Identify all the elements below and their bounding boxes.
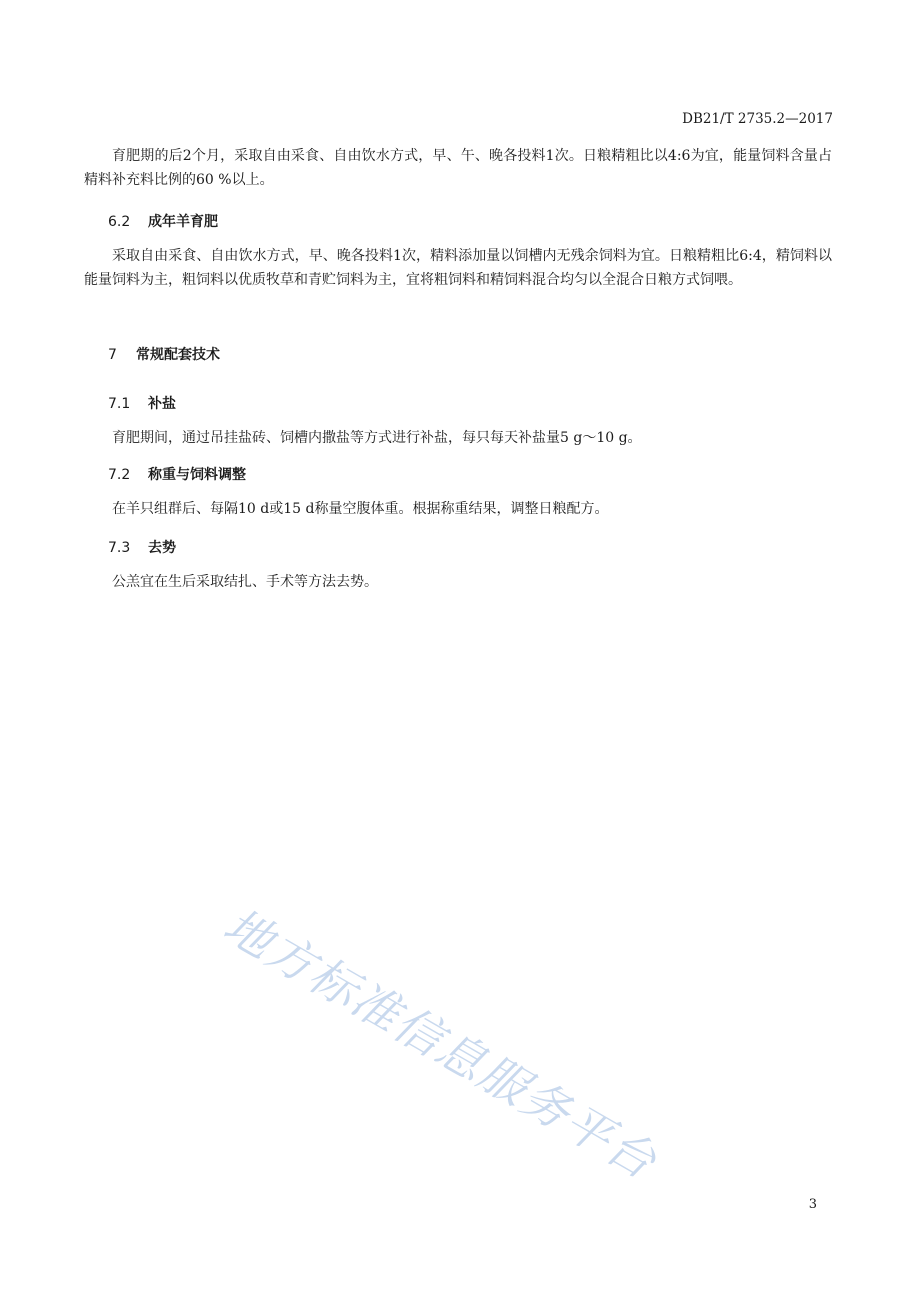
section-title: 补盐 <box>148 396 176 412</box>
paragraph-salt-supplement: 育肥期间，通过吊挂盐砖、饲槽内撒盐等方式进行补盐，每只每天补盐量5 g～10 g。 <box>112 430 642 446</box>
section-number: 6.2 <box>108 214 131 230</box>
section-heading-7-2 <box>108 464 246 484</box>
section-heading-7-1 <box>108 393 176 413</box>
section-title: 常规配套技术 <box>136 347 220 363</box>
section-number: 7.2 <box>108 467 131 483</box>
paragraph-castration: 公羔宜在生后采取结扎、手术等方法去势。 <box>112 574 378 590</box>
section-title: 称重与饲料调整 <box>148 467 246 483</box>
watermark: 地方标准信息服务平台 <box>214 898 667 1191</box>
section-heading-7-3 <box>108 537 176 557</box>
paragraph-fattening-late-stage: 育肥期的后2个月，采取自由采食、自由饮水方式，早、午、晚各投料1次。日粮精粗比以4:6为宜，能量饲料含量占精料补充料比例的60 %以上。 <box>84 148 832 188</box>
section-title: 去势 <box>148 540 176 556</box>
paragraph-adult-sheep-fattening: 采取自由采食、自由饮水方式，早、晚各投料1次，精料添加量以饲槽内无残余饲料为宜。日粮精粗比6:4，精饲料以能量饲料为主，粗饲料以优质牧草和青贮饲料为主，宜将粗饲料和精饲料混合均匀以全混合日粮方式饲喂。 <box>84 248 832 288</box>
section-number: 7 <box>108 347 117 363</box>
document-code-header: DB21/T 2735.2—2017 <box>682 111 833 127</box>
section-heading-6-2 <box>108 211 218 231</box>
section-number: 7.3 <box>108 540 131 556</box>
section-number: 7.1 <box>108 396 131 412</box>
section-heading-7 <box>108 344 220 364</box>
paragraph-weighing: 在羊只组群后、每隔10 d或15 d称量空腹体重。根据称重结果，调整日粮配方。 <box>112 501 609 517</box>
section-title: 成年羊育肥 <box>148 214 218 230</box>
page-number: 3 <box>808 1197 817 1212</box>
